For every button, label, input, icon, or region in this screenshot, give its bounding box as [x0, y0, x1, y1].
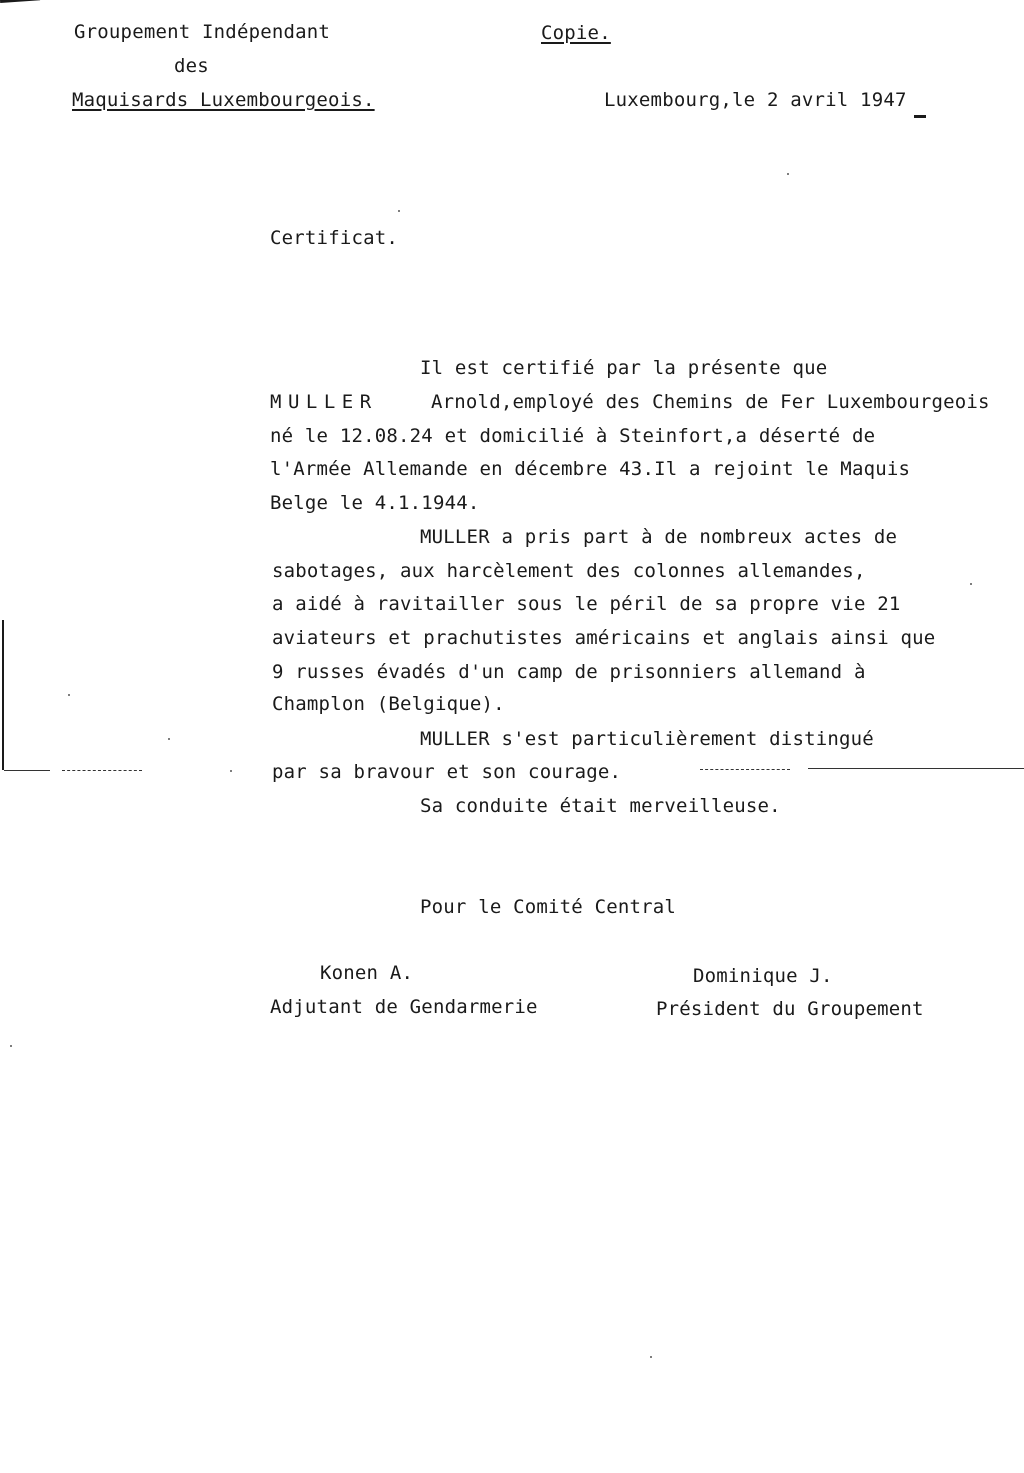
- document-title: Certificat.: [270, 227, 399, 249]
- body-line-13: par sa bravour et son courage.: [272, 761, 622, 783]
- org-name-line3: Maquisards Luxembourgeois.: [72, 89, 375, 111]
- body-line-5: Belge le 4.1.1944.: [270, 492, 480, 514]
- ink-blot: [914, 115, 926, 118]
- closing-line: Pour le Comité Central: [420, 896, 677, 918]
- body-line-1: Il est certifié par la présente que: [420, 357, 828, 379]
- body-line-8: a aidé à ravitailler sous le péril de sa propre vie 21: [272, 593, 901, 615]
- scan-speck: [10, 1045, 12, 1047]
- body-line-10: 9 russes évadés d'un camp de prisonniers allemand à: [272, 661, 866, 683]
- signatory-1-name: Konen A.: [320, 962, 414, 984]
- body-line-3: né le 12.08.24 et domicilié à Steinfort,a déserté de: [270, 425, 876, 447]
- body-line-14: Sa conduite était merveilleuse.: [420, 795, 781, 817]
- body-line-7: sabotages, aux harcèlement des colonnes allemandes,: [272, 560, 866, 582]
- signatory-2-name: Dominique J.: [693, 965, 833, 987]
- body-line-9: aviateurs et prachutistes américains et anglais ainsi que: [272, 627, 936, 649]
- signatory-2-title: Président du Groupement: [656, 998, 924, 1020]
- surname-spaced: MULLER: [270, 391, 378, 413]
- body-line-6: MULLER a pris part à de nombreux actes de: [420, 526, 898, 548]
- scan-speck: [68, 694, 70, 696]
- scan-speck: [168, 738, 170, 740]
- scan-speck: [970, 583, 972, 585]
- org-name-line1: Groupement Indépendant: [74, 21, 331, 43]
- body-line-4: l'Armée Allemande en décembre 43.Il a rejoint le Maquis: [270, 458, 911, 480]
- top-left-edge-mark: [0, 0, 40, 3]
- fold-line-right-dashed: [700, 769, 790, 770]
- signatory-1-title: Adjutant de Gendarmerie: [270, 996, 538, 1018]
- scan-speck: [650, 1356, 652, 1358]
- body-line-12: MULLER s'est particulièrement distingué: [420, 728, 874, 750]
- copy-label: Copie.: [541, 22, 611, 44]
- body-line-2: Arnold,employé des Chemins de Fer Luxembourgeois: [431, 391, 990, 413]
- fold-line-right: [808, 768, 1024, 769]
- left-edge-line: [2, 620, 4, 770]
- org-name-line2: des: [174, 55, 209, 77]
- fold-line-left-dashed: [62, 770, 142, 771]
- body-line-11: Champlon (Belgique).: [272, 693, 505, 715]
- scan-speck: [787, 173, 789, 175]
- fold-line-left: [4, 770, 50, 771]
- scan-speck: [230, 770, 232, 772]
- place-date: Luxembourg,le 2 avril 1947: [604, 89, 907, 111]
- scan-speck: [398, 210, 400, 212]
